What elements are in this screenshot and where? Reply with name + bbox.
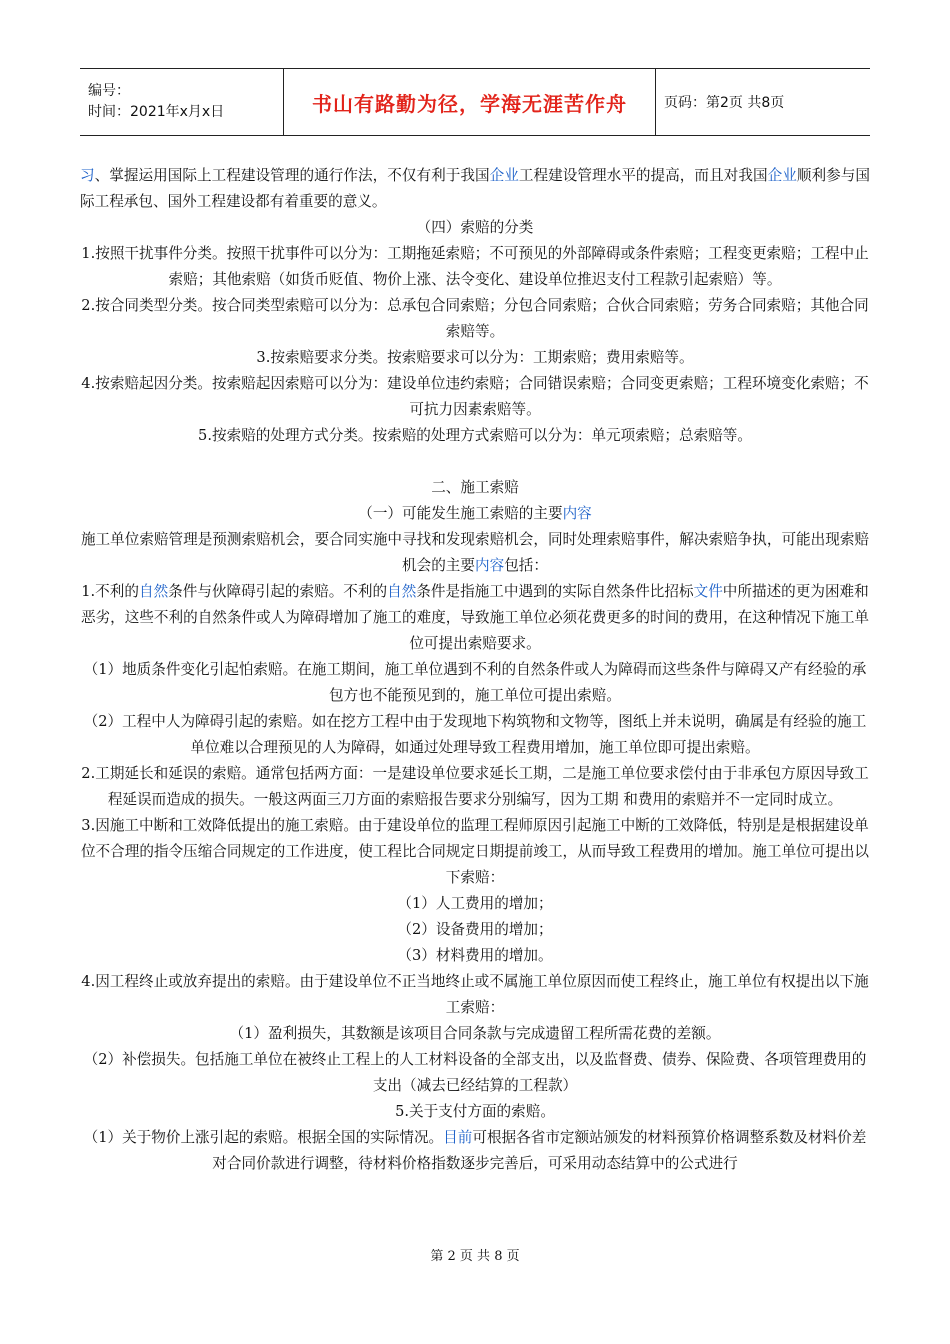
paragraph (80, 527, 870, 579)
link-text[interactable]: 目前 (443, 1129, 473, 1146)
list-item: （1）人工费用的增加； (397, 895, 553, 912)
list-item: （1）盈利损失，其数额是该项目合同条款与完成遗留工程所需花费的差额。 (229, 1025, 721, 1042)
number-label: 编号： (88, 83, 130, 99)
section-heading: 二、施工索赔 (431, 479, 519, 496)
paragraph-intro (80, 163, 870, 215)
paragraph: 3.因施工中断和工效降低提出的施工索赔。由于建设单位的监理工程师原因引起施工中断的工效降低，特别是是根据建设单位不合理的指令压缩合同规定的工作进度，使工程比合同规定日期提前竣工，从而导致工程费用的增加。施工单位可提出以下索赔： (80, 817, 870, 886)
link-text[interactable]: 企业 (489, 167, 519, 184)
link-text[interactable]: 自然 (387, 583, 417, 600)
text-run: 条件是指施工中遇到的实际自然条件比招标 (416, 583, 694, 600)
section-heading: （四）索赔的分类 (416, 219, 534, 236)
date-label: 时间：2021年x月x日 (88, 104, 225, 120)
list-item: （3）材料费用的增加。 (397, 947, 553, 964)
text-run: 工程建设管理水平的提高，而且对我国 (518, 167, 768, 184)
paragraph: 2.按合同类型分类。按合同类型索赔可以分为：总承包合同索赔；分包合同索赔；合伙合同索赔；劳务合同索赔；其他合同索赔等。 (81, 297, 869, 340)
page-header (80, 68, 870, 136)
page-footer: 第 2 页 共 8 页 (430, 1249, 520, 1264)
text-run: 、掌握运用国际上工程建设管理的通行作法，不仅有利于我国 (94, 167, 490, 184)
paragraph (80, 579, 870, 657)
paragraph: 3.按索赔要求分类。按索赔要求可以分为：工期索赔；费用索赔等。 (256, 349, 694, 366)
text-run: （一）可能发生施工索赔的主要 (358, 505, 563, 522)
text-run: 顺利参与国际工程承包、国外工程建设都有着重要的意义。 (80, 167, 870, 210)
list-item: （2）设备费用的增加； (397, 921, 553, 938)
paragraph: 5.按索赔的处理方式分类。按索赔的处理方式索赔可以分为：单元项索赔；总索赔等。 (198, 427, 752, 444)
document-body (80, 163, 870, 1177)
link-text[interactable]: 内容 (474, 557, 505, 574)
text-run: 1.不利的 (81, 583, 139, 600)
link-text[interactable]: 自然 (138, 583, 169, 600)
link-text[interactable]: 内容 (562, 505, 592, 522)
paragraph: 1.按照干扰事件分类。按照干扰事件可以分为：工期拖延索赔；不可预见的外部障碍或条件索赔；工程变更索赔；工程中止索赔；其他索赔（如货币贬值、物价上涨、法令变化、建设单位推迟支付工程款引起索赔）等。 (81, 245, 869, 288)
text-run: 施工单位索赔管理是预测索赔机会，要合同实施中寻找和发现索赔机会，同时处理索赔事件，解决索赔争执，可能出现索赔机会的主要 (80, 531, 870, 574)
subsection-heading (80, 501, 870, 527)
link-text[interactable]: 习 (80, 167, 95, 184)
paragraph: 4.按索赔起因分类。按索赔起因索赔可以分为：建设单位违约索赔；合同错误索赔；合同变更索赔；工程环境变化索赔；不可抗力因素索赔等。 (81, 375, 869, 418)
paragraph: 5.关于支付方面的索赔。 (395, 1103, 555, 1120)
header-motto: 书山有路勤为径，学海无涯苦作舟 (312, 91, 627, 116)
paragraph: 4.因工程终止或放弃提出的索赔。由于建设单位不正当地终止或不属施工单位原因而使工程终止，施工单位有权提出以下施工索赔： (81, 973, 869, 1016)
list-item: （2）补偿损失。包括施工单位在被终止工程上的人工材料设备的全部支出，以及监督费、债券、保险费、各项管理费用的支出（减去已经结算的工程款） (83, 1051, 867, 1094)
paragraph (80, 1125, 870, 1177)
text-run: 条件与伙障碍引起的索赔。不利的 (168, 583, 388, 600)
text-run: 中所描述的更为困难和恶劣，这些不利的自然条件或人为障碍增加了施工的难度，导致施工单位必须花费更多的时间的费用，在这种情况下施工单位可提出索赔要求。 (80, 583, 870, 652)
header-meta (80, 69, 283, 135)
text-run: （1）关于物价上涨引起的索赔。根据全国的实际情况。 (83, 1129, 444, 1146)
header-page-info: 页码：第2页 共8页 (664, 95, 785, 111)
paragraph: （1）地质条件变化引起怕索赔。在施工期间，施工单位遇到不利的自然条件或人为障碍而这些条件与障碍又产有经验的承包方也不能预见到的，施工单位可提出索赔。 (83, 661, 867, 704)
paragraph: （2）工程中人为障碍引起的索赔。如在挖方工程中由于发现地下构筑物和文物等，图纸上并未说明，确属是有经验的施工单位难以合理预见的人为障碍，如通过处理导致工程费用增加，施工单位即可提出索赔。 (83, 713, 867, 756)
link-text[interactable]: 企业 (767, 167, 797, 184)
paragraph: 2.工期延长和延误的索赔。通常包括两方面：一是建设单位要求延长工期，二是施工单位要求偿付由于非承包方原因导致工程延误而造成的损失。一般这两面三刀方面的索赔报告要求分别编写，因为工期 和费用的索赔并不一定同时成立。 (81, 765, 869, 808)
text-run: 可根据各省市定额站颁发的材料预算价格调整系数及材料价差对合同价款进行调整，待材料价格指数逐步完善后，可采用动态结算中的公式进行 (212, 1129, 867, 1172)
text-run: 包括： (504, 557, 548, 574)
header-motto-cell (283, 69, 656, 135)
link-text[interactable]: 文件 (693, 583, 723, 600)
